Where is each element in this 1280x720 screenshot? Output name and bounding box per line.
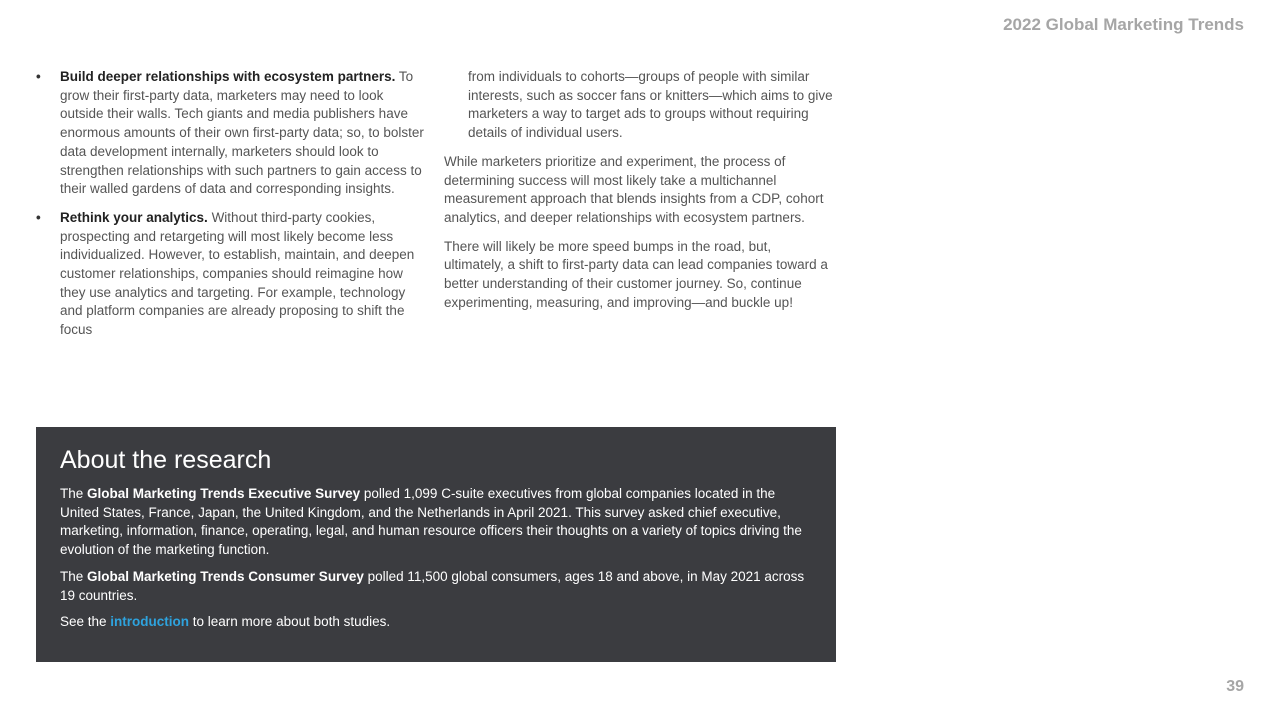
exec-survey-text: polled 1,099 C-suite executives from global companies located in the United States, France, Japan, the United Kingdom, and the Netherlands in April 2021. This survey asked chief executive, marketing, information, finance, operating, legal, and human resource officers their thoughts on a variety of topics driving the evolution of the marketing function. <box>60 486 802 558</box>
bullet-body: Without third-party cookies, prospecting and retargeting will most likely become less individualized. However, to establish, maintain, and deepen customer relationships, companies should reimagine how they use analytics and targeting. For example, technology and platform companies are already proposing to shift the focus <box>60 209 415 338</box>
consumer-survey-name: Global Marketing Trends Consumer Survey <box>87 568 364 584</box>
research-heading: About the research <box>60 446 272 474</box>
about-research-panel <box>36 427 836 662</box>
consumer-survey-prefix: The <box>60 568 88 584</box>
bullet-body: To grow their first-party data, marketers may need to look outside their walls. Tech giants and media publishers have enormous amounts of their own first-party data; so, to bolster data development internally, marketers should look to strengthen relationships with such partners to gain access to their walled gardens of data and corresponding insights. <box>60 69 424 197</box>
left-column <box>36 68 430 350</box>
right-column <box>444 68 834 322</box>
body-paragraph: While marketers prioritize and experiment, the process of determining success will most likely take a multichannel measurement approach that blends insights from a CDP, cohort analytics, and deeper relationships with ecosystem partners. <box>444 153 824 225</box>
consumer-survey-text: polled 11,500 global consumers, ages 18 and above, in May 2021 across 19 countries. <box>60 568 805 603</box>
body-paragraph: There will likely be more speed bumps in the road, but, ultimately, a shift to first-party data can lead companies toward a better understanding of their customer journey. So, continue experimenting, measuring, and improving—and buckle up! <box>444 238 828 310</box>
bullet-lead: Build deeper relationships with ecosystem partners. <box>60 69 396 84</box>
bullet-icon: • <box>36 69 41 84</box>
exec-survey-name: Global Marketing Trends Executive Survey <box>87 486 361 501</box>
bullet-lead: Rethink your analytics. <box>60 209 208 225</box>
see-more-paragraph <box>60 613 812 632</box>
bullet-item <box>36 68 430 199</box>
page-number: 39 <box>1226 678 1244 695</box>
bullet-continuation: from individuals to cohorts—groups of people with similar interests, such as soccer fans or knitters—which aims to give marketers a way to target ads to groups without requiring details of individual users. <box>468 69 833 141</box>
consumer-survey-paragraph <box>60 568 812 605</box>
bullet-item <box>36 209 430 340</box>
document-title: 2022 Global Marketing Trends <box>1003 15 1244 34</box>
see-more-suffix: to learn more about both studies. <box>189 614 391 630</box>
see-more-prefix: See the <box>60 614 111 630</box>
bullet-icon: • <box>36 209 41 225</box>
exec-survey-paragraph <box>60 485 812 560</box>
introduction-link[interactable]: introduction <box>110 614 190 630</box>
exec-survey-prefix: The <box>60 486 88 501</box>
